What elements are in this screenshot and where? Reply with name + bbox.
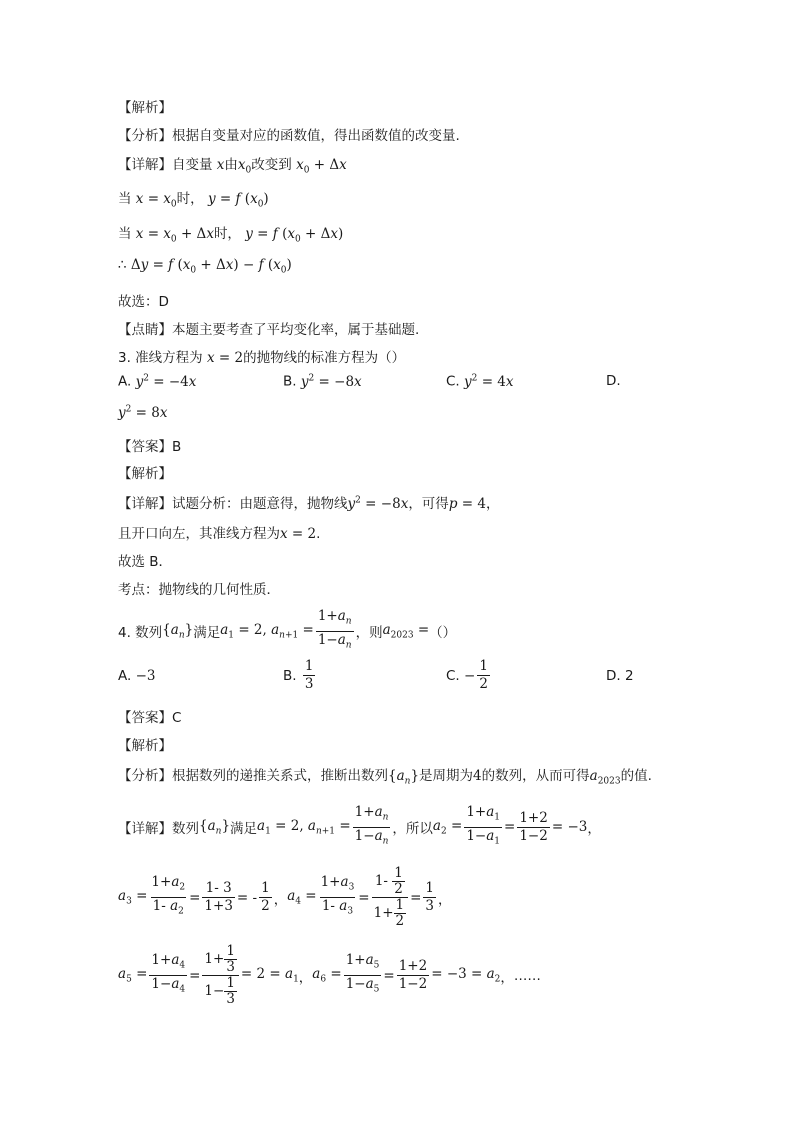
detail-text-you: 由 (224, 157, 238, 173)
math-eq-2-a1: = $2 = a_1$ (240, 966, 299, 985)
math-y-eq-fx0-dx: y = f $(x_0 + \Delta x)$ (245, 226, 344, 245)
math-p-eq-4: p = 4 (448, 496, 486, 512)
q3-detail2-text: 且开口向左，其准线方程为 (118, 526, 280, 542)
when-suffix: 时， (176, 191, 204, 207)
q4-option-label-c: C. (446, 667, 460, 684)
detail-line-4 (118, 257, 292, 276)
math-y2-neg8x-detail: $y^2 = -8x$ (347, 495, 409, 512)
q3-option-c (446, 373, 514, 390)
answer-choice: 故选：D (118, 294, 169, 310)
q3-detail-end: ， (485, 496, 500, 512)
option-label-b: B. (283, 373, 297, 390)
q3-option-b (283, 373, 362, 390)
math-minus: − (464, 667, 476, 684)
detail-text: 自变量 (172, 157, 213, 173)
math-y2-neg4x: $y^2 = -4x$ (135, 373, 197, 390)
math-frac-a6: $\frac{1+a_5}{1-a_5}$ (344, 952, 382, 998)
math-y2-4x: $y^2 = 4x$ (464, 373, 514, 390)
math-y-eq-fx0: y = f $(x_0)$ (207, 191, 269, 210)
q4-detail-so: ，所以 (392, 821, 433, 838)
math-frac-1-2-b: $\frac{1}{2}$ (261, 880, 270, 914)
math-eq-neg: = - (236, 889, 258, 906)
q4-answer: 【答案】C (118, 710, 182, 726)
q4-option-d: D. 2 (606, 668, 634, 684)
math-complex-frac-a5: 1+ $\frac{1}{3}$ 1− $\frac{1}{3}$ (202, 944, 239, 1007)
math-x0-plus-dx: $x_0 + \Delta x$ (296, 157, 347, 176)
q4-stem-satisfy: 满足 (193, 625, 221, 642)
math-eq-neg3-a2: = $-3 = a_2$ (431, 966, 501, 985)
q4-stem-then: ，则 (355, 625, 383, 642)
math-a2023-2: $a_{2023}$ (589, 768, 621, 787)
analysis-text: 【分析】根据自变量对应的函数值，得出函数值的改变量. (118, 128, 460, 144)
math-frac-a4: $\frac{1+a_3}{1- a_3}$ (319, 874, 357, 920)
q4-fenxi-thus: 的数列，从而可得 (481, 768, 590, 784)
math-frac-1p2-1m2: $\frac{1+2}{1-2}$ (519, 809, 548, 844)
math-a5: $a_5$ = (118, 966, 148, 985)
math-frac-a2: $\frac{1+a_1}{1-a_1}$ (464, 804, 502, 850)
q4-stem-prefix: 4. 数列 (118, 625, 163, 642)
math-a4: $a_4$ = (287, 888, 317, 907)
detail-line-2 (118, 187, 269, 210)
math-frac-1p2-1m2-b: $\frac{1+2}{1-2}$ (398, 958, 428, 992)
detail-line-3 (118, 222, 343, 245)
q3-detail2-end: . (316, 526, 321, 542)
q4-detail-prefix: 【详解】数列 (118, 821, 199, 838)
q4-option-a (118, 668, 156, 684)
detail-line-1 (118, 153, 347, 176)
detail-tag: 【详解】 (118, 157, 172, 173)
q3-option-d-value (118, 404, 168, 421)
math-eq-2: = (189, 889, 201, 906)
q4-option-c (446, 658, 492, 693)
math-frac-1-2: $\frac{1}{2}$ (479, 658, 488, 692)
math-y2-8x: $y^2 = 8x$ (118, 404, 168, 421)
q3-option-d (606, 373, 621, 389)
q4-fenxi-prefix: 【分析】根据数列的递推关系式，推断出数列 (118, 768, 388, 784)
option-label-c: C. (446, 373, 460, 390)
q4-analysis-heading: 【解析】 (118, 738, 172, 754)
math-eq-5: = (189, 967, 201, 984)
q4-stem-paren: （） (429, 625, 457, 642)
math-frac-recursion: $\frac{1+a_n}{1-a_n}$ (316, 608, 354, 654)
q3-stem-suffix: 的抛物线的标准方程为（） (243, 350, 406, 366)
q4-detail-satisfy: 满足 (230, 821, 258, 838)
q4-option-b (283, 658, 317, 693)
math-frac-1-3-b: $\frac{1}{3}$ (425, 880, 435, 914)
math-x: x (216, 157, 225, 173)
math-eq-6: = (383, 967, 395, 984)
math-x-eq-2: x = 2 (206, 350, 244, 366)
math-a1-eq-2: $a_1 = 2$, $a_{n+1}$ = (220, 621, 314, 641)
option-label-d: D. (606, 373, 621, 389)
q3-detail-2 (118, 522, 320, 542)
math-x0: $x_0$ (237, 157, 252, 176)
q4-comma-3: ， (438, 891, 452, 908)
comment-text: 【点睛】本题主要考查了平均变化率，属于基础题. (118, 322, 420, 338)
math-eq: = (504, 819, 516, 836)
math-x-eq-x0-dx: $x = x_0 + \Delta x$ (135, 226, 214, 245)
q3-detail-1 (118, 492, 499, 512)
q4-option-label-b: B. (283, 667, 297, 684)
question-3-stem (118, 346, 405, 366)
when-label: 当 (118, 191, 132, 207)
q4-fenxi (118, 764, 652, 787)
when-label-2: 当 (118, 226, 132, 242)
math-x-eq-x0: $x = x_0$ (135, 191, 177, 210)
q3-analysis-heading: 【解析】 (118, 466, 172, 482)
q4-comma-2: ， (273, 891, 288, 908)
q3-detail-mid: ，可得 (408, 496, 449, 512)
math-frac-a3: $\frac{1+a_2}{1- a_2}$ (149, 874, 187, 920)
math-seq-an-2: $\{a_n\}$ (388, 768, 420, 787)
q3-choose: 故选 B． (118, 554, 173, 570)
math-a1-eq-2-b: $a_1 = 2$, $a_{n+1}$ = (257, 817, 351, 837)
q3-detail-prefix: 【详解】试题分析：由题意得，抛物线 (118, 496, 348, 512)
math-four: 4 (473, 768, 482, 784)
math-y2-neg8x: $y^2 = -8x$ (300, 373, 362, 390)
q3-kaodian: 考点：抛物线的几何性质． (118, 582, 280, 598)
math-frac-recursion-2: $\frac{1+a_n}{1-a_n}$ (353, 804, 391, 850)
q4-fenxi-period: 是周期为 (419, 768, 474, 784)
q4-comma-1: ， (587, 821, 601, 838)
math-a6: $a_6$ = (312, 966, 342, 985)
option-label-a: A. (118, 373, 132, 390)
math-eq-neg3: = −3 (551, 819, 588, 836)
section-heading-analysis: 【解析】 (118, 100, 172, 116)
q4-detail-3 (118, 944, 541, 1007)
math-frac-1-3: $\frac{1}{3}$ (304, 658, 314, 692)
therefore-symbol: ∴ (118, 257, 127, 273)
when-suffix-2: 时， (213, 226, 241, 242)
math-complex-frac-a4: 1- $\frac{1}{2}$ 1+ $\frac{1}{2}$ (372, 866, 409, 929)
q4-comma-4: ， (298, 969, 313, 986)
math-eq-4: = (410, 889, 422, 906)
math-x-eq-2-detail: x = 2 (280, 526, 317, 542)
math-seq-an: $\{a_n\}$ (162, 621, 194, 641)
q4-detail-2 (118, 866, 452, 929)
q4-option-label-a: A. (118, 668, 132, 684)
math-a3: $a_3$ = (118, 888, 148, 907)
q4-detail-1 (118, 804, 601, 850)
math-frac-1m3-1p3: $\frac{1- 3}{1+3}$ (204, 880, 233, 914)
q4-fenxi-end: 的值. (620, 768, 652, 784)
q3-stem-prefix: 3. 准线方程为 (118, 350, 203, 366)
detail-text-change: 改变到 (251, 157, 292, 173)
q3-option-a (118, 373, 196, 390)
question-4-stem (118, 608, 456, 654)
math-seq-an-3: $\{a_n\}$ (199, 817, 231, 837)
q3-answer: 【答案】B (118, 439, 182, 455)
q4-comma-5: ， (500, 969, 514, 986)
math-neg3: −3 (135, 668, 156, 684)
math-eq-3: = (358, 889, 370, 906)
math-delta-y: Δy = f $(x_0 + \Delta x) - f$ $(x_0)$ (130, 257, 292, 276)
math-frac-a5: $\frac{1+a_4}{1-a_4}$ (149, 952, 187, 998)
math-a2: $a_2$ = (432, 817, 463, 837)
math-a2023: $a_{2023}$ = (382, 621, 430, 641)
q4-ellipsis: …… (513, 967, 541, 984)
